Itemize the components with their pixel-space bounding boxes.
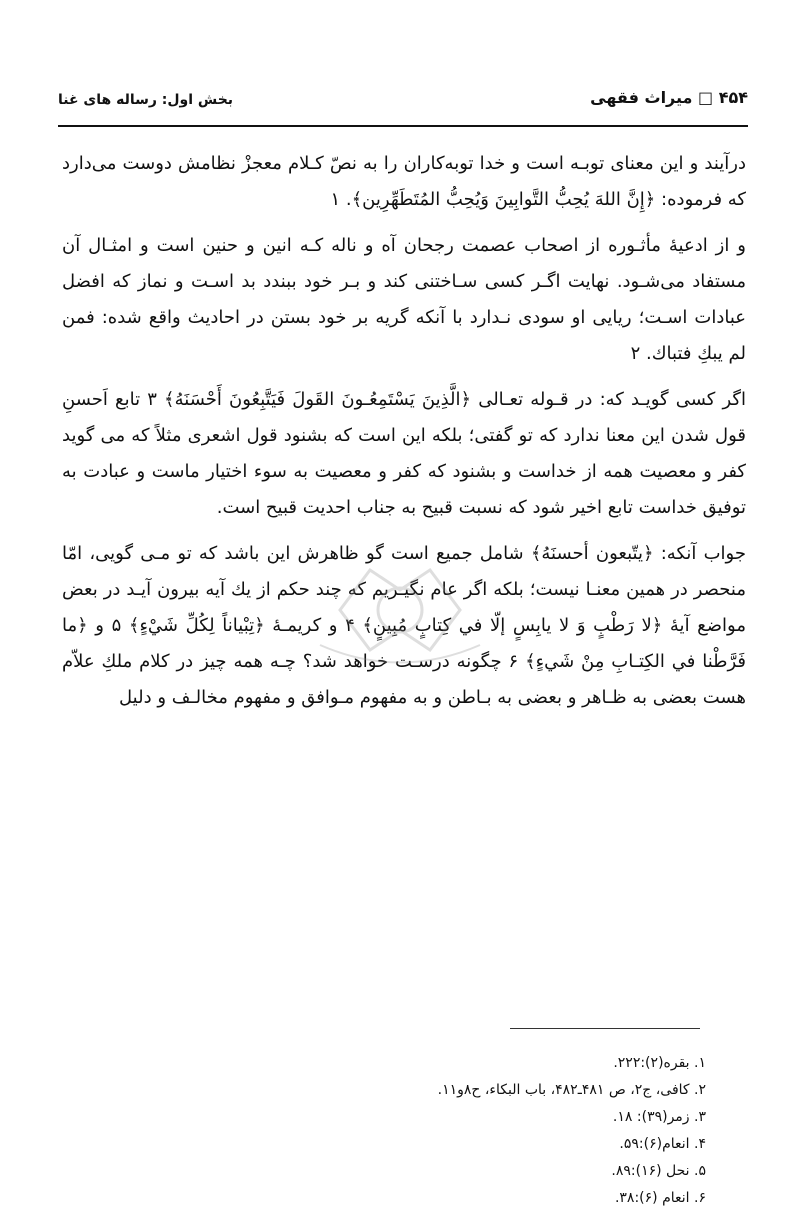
- footnote-item: ۴. انعام(۶):۵۹.: [619, 1136, 706, 1152]
- paragraph: درآیند و این معنای توبـه است و خدا توبه‌کاران را به نصّ کـلام معجزْ نظامش دوست می‌دارد که فرموده: ﴿إِنَّ اللهَ يُحِبُّ التَّوابِينَ وَيُحِبُّ المُتَطَهِّرِين﴾. ۱: [62, 153, 746, 210]
- paragraph: و از ادعیهٔ مأثـوره از اصحاب عصمت رجحان آه و ناله کـه انین و حنین است و امثـال آن مستفاد می‌شـود. نهایت اگـر کسی سـاختنی کند و بـر خود ببندد بد اسـت و نماز که افضل عبادات اسـت؛ ریایی او سودی نـدارد با آنکه گریه بر خود بستن در احادیث واقع شده: فمن لم يبكِ فتباك. ۲: [62, 235, 746, 364]
- footnote-item: ۱. بقره(۲):۲۲۲.: [613, 1055, 706, 1071]
- section-title: بخش اول: رساله های غنا: [58, 92, 234, 108]
- footnote-item: ۳. زمر(۳۹): ۱۸.: [612, 1109, 706, 1125]
- paragraph: جواب آنکه: ﴿يتّبعون أحسنَهُ﴾ شامل جمیع است گو ظاهرش این باشد که تو مـی گویی، امّا منحصر در همین معنـا نیست؛ بلکه اگر عام نگیـریم که چند حکم از یك آیه بیرون آیـد در بعض مواضع آیهٔ ﴿لا رَطْبٍ وَ لا يابِسٍ إلّا في كِتابٍ مُبِينٍ﴾ ۴ و کریمـهٔ ﴿تِبْياناً لِكُلِّ شَيْءٍ﴾ ۵ و ﴿ما فَرَّطْنا في الكِتـابِ مِنْ شَيءٍ﴾ ۶ چگونه درسـت خواهد شد؟ چـه همه چیز در کلام ملكِ علاّم هست بعضی به ظـاهر و بعضی به بـاطن و به مفهوم مـوافق و مفهوم مخالـف و دلیل: [62, 543, 746, 708]
- footnote-divider: [510, 1028, 700, 1029]
- page-number-book-title: ۴۵۴ □ میراث فقهی: [590, 88, 748, 107]
- paragraph: اگر کسی گویـد که: در قـوله تعـالی ﴿الَّذِينَ يَسْتَمِعُـونَ القَولَ فَيَتَّبِعُونَ أَحْسَنَهُ﴾ ۳ تابع اَحسنِ قول شدن این معنا ندارد که تو گفتی؛ بلکه این است که بشنود قول اشعری مثلاً که می گوید کفر و معصیت همه از خداست و بشنود که کفر و معصیت به سوء اختیار ماست و عبادت به توفیق خداست تابع اخیر شود که نسبت قبیح به جناب احدیت قبیح است.: [62, 389, 746, 518]
- footnote-item: ۶. انعام (۶):۳۸.: [614, 1190, 706, 1206]
- running-header: [58, 86, 748, 116]
- footnotes: [62, 1050, 706, 1212]
- library-seal-watermark: [300, 535, 500, 685]
- header-divider: [58, 125, 748, 127]
- footnote-item: ۲. کافی، ج۲، ص ۴۸۱ـ۴۸۲، باب البکاء، ح۸و۱۱.: [437, 1082, 706, 1098]
- footnote-item: ۵. نحل (۱۶):۸۹.: [611, 1163, 706, 1179]
